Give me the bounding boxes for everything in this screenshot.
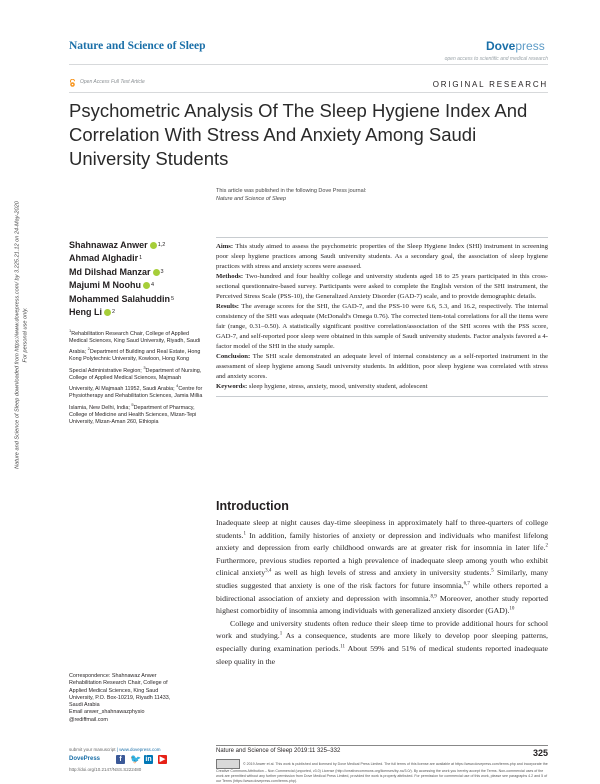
affiliation-number: 1 [69, 328, 72, 333]
author-affiliation-number: 5 [171, 295, 175, 302]
open-access-lock-icon [69, 79, 76, 87]
affiliation-number: 5 [131, 401, 134, 407]
citation-ref: 5 [491, 568, 494, 574]
author-name: Md Dilshad Manzar [69, 266, 151, 277]
author-affiliation-number: 3 [160, 268, 164, 275]
author-affiliation-number: 1,2 [157, 242, 166, 248]
citation-ref: 10 [509, 606, 515, 612]
orcid-icon [143, 282, 150, 289]
facebook-icon[interactable]: f [116, 755, 125, 764]
affiliation-text: Department of Building and Real Estate, Hong Kong Polytechnic University, Kowloon, Hong Kong Special Administrative Region; [69, 349, 201, 374]
page-number: 325 [532, 748, 548, 758]
footer-left [69, 747, 201, 772]
orcid-icon [150, 242, 157, 249]
side-download-note [2, 155, 42, 515]
orcid-icon [104, 309, 111, 316]
author-row [69, 266, 219, 279]
paragraph-text: College and university students often reduce their sleep time to provide additional hours for school work and studying. [216, 618, 548, 641]
affiliation-number: 3 [143, 364, 146, 370]
author-row [69, 279, 219, 292]
article-type: ORIGINAL RESEARCH [432, 80, 548, 89]
correspondence-line: Rehabilitation Research Chair, College of [69, 680, 168, 687]
paragraph-text: About 59% and 51% of medical students reported inadequate sleep quality in the [216, 643, 549, 666]
author-row [69, 306, 219, 319]
paragraph-text: Moreover, another study reported highest comorbidity of insomnia among individuals with generalized anxiety disorder (GAD). [216, 593, 548, 616]
author-affiliation-number: 4 [151, 282, 155, 289]
abstract-label: Aims: [216, 243, 234, 250]
submit-manuscript-link[interactable]: submit your manuscript | www.dovepress.com [69, 747, 161, 752]
abstract-section [216, 352, 548, 382]
side-note-line2: For personal use only. [22, 307, 28, 363]
affiliation-text: Centre for Physiotherapy and Rehabilitation Sciences, Jamia Millia Islamia, New Delhi, India; [69, 385, 203, 411]
introduction-body [216, 517, 548, 668]
correspondence-line: Correspondence: Shahnawaz Anwer [69, 673, 157, 679]
affiliation-text: Department of Pharmacy, College of Medicine and Health Sciences, Mizan-Tepi University, Mizan-Aman 260, Ethiopia [69, 404, 197, 425]
citation-ref: 3,4 [265, 568, 272, 574]
linkedin-icon[interactable]: in [145, 756, 152, 763]
abstract-label: Keywords: [216, 383, 248, 390]
abstract-label: Conclusion: [216, 353, 251, 360]
paragraph-text: Furthermore, previous studies reported a high prevalence of inadequate sleep among youth who exhibit clinical anxiety [216, 555, 548, 578]
published-note-journal: Nature and Science of Sleep [216, 196, 287, 202]
abstract-text: sleep hygiene, stress, anxiety, mood, university student, adolescent [247, 383, 428, 390]
affiliation-text: Department of Nursing, College of Applied Medical Sciences, Majmaah University, Al Majmaah 11952, Saudi Arabia; [69, 367, 202, 392]
affiliation-number: 4 [176, 383, 179, 389]
abstract-text: This study aimed to assess the psychometric properties of the Sleep Hygiene Index (SHI) instrument in screening poor sleep hygiene practices among Saudi university students. As a secondary goal, the association of sleep hygiene practices with stress and anxiety scores were assessed. [216, 243, 548, 270]
correspondence-line: @rediffmail.com [69, 716, 108, 723]
published-note-text: This article was published in the following Dove Press journal: [216, 188, 367, 194]
abstract-text: The average scores for the SHI, the GAD-7, and the PSS-10 were 6.6, 5.3, and 16.2, respectively. The internal consistency of the SHI was adequate (McDonald's Omega 0.76). The corrected item-total correlations for all the items were fair (range, 0.31–0.50). A statistically significant positive correlation/association of the SHI scores with the PSS score, GAD-7, and self-reported poor sleep were obtained in this sample of Saudi university students. Factor analysis favored a 4-factor model of the SHI in the study sample. [216, 303, 548, 350]
orcid-icon [153, 269, 160, 276]
author-affiliation-number: 1 [139, 255, 143, 262]
citation-ref: 1 [243, 531, 247, 536]
abstract-text: Two-hundred and four healthy college and university students aged 18 to 25 years participated in this cross-sectional questionnaire-based survey. Participants were asked to complete the English version of the SHI instrument, the Perceived Stress Scale (PSS-10), the Generalized Anxiety Disorder (GAD-7) scale, and to provide demographic details. [216, 273, 548, 300]
abstract-section [216, 272, 548, 302]
youtube-icon[interactable]: ▶ [159, 756, 166, 763]
doi-link[interactable]: http://doi.org/10.2147/NSS.S222480 [69, 767, 142, 772]
author-name: Heng Li [69, 307, 102, 318]
citation-text: Nature and Science of Sleep 2019:11 325–332 [216, 748, 341, 754]
affiliation-text: Rehabilitation Research Chair, College of Applied Medical Sciences, King Saud University, Riyadh, Saudi Arabia; [69, 330, 201, 356]
author-name: Shahnawaz Anwer [69, 240, 148, 250]
introduction-heading: Introduction [216, 499, 289, 513]
side-note-line1: Nature and Science of Sleep downloaded from https://www.dovepress.com/ by 3.225.21.12 on 24-May-2020 [14, 201, 21, 469]
abstract-section [216, 242, 548, 272]
author-name: Majumi M Noohu [69, 280, 141, 291]
citation-ref: 11 [340, 644, 346, 650]
paragraph-text: as well as high levels of stress and anxiety in university students. [271, 568, 492, 578]
correspondence-line: Email anwer_shahnawazphysio [69, 709, 145, 716]
publisher-logo-bold: Dove [486, 39, 516, 53]
correspondence-line: Applied Medical Sciences, King Saud [69, 687, 159, 694]
abstract-label: Methods: [216, 273, 244, 280]
title-divider [69, 92, 548, 93]
dovepress-footer-logo: DovePress [69, 756, 101, 762]
abstract [216, 237, 548, 397]
journal-name: Nature and Science of Sleep [69, 40, 206, 52]
citation-ref: 2 [545, 543, 548, 549]
author-row [69, 239, 219, 252]
paragraph-text: Similarly, many studies suggested that anxiety is one of the risk factors for future insomnia, [216, 568, 549, 590]
paragraph-text: while others reported a bidirectional association of anxiety and depression with insomnia. [216, 580, 548, 603]
paragraph-text: In addition, family histories of anxiety or depression and individuals who manifest lifelong anxiety and depression from early childhood onwards are at greater risk for insomnia in later life. [216, 530, 548, 553]
author-list [69, 239, 219, 319]
affiliation-number: 2 [87, 346, 90, 352]
author-row [69, 252, 219, 265]
intro-paragraph-1 [216, 517, 548, 618]
intro-paragraph-2 [216, 618, 548, 668]
abstract-section [216, 382, 548, 392]
publisher-logo [486, 39, 545, 53]
citation-ref: 8,9 [430, 593, 437, 599]
paragraph-text: Inadequate sleep at night causes day-time sleepiness in approximately half to three-quarters of college students. [216, 518, 548, 540]
abstract-section [216, 302, 548, 352]
author-affiliation-number: 2 [112, 309, 116, 316]
twitter-icon[interactable]: 🐦 [130, 754, 142, 764]
author-name: Mohammed Salahuddin [69, 293, 171, 304]
article-title: Psychometric Analysis Of The Sleep Hygiene Index And Correlation With Stress And Anxiety Among Saudi University Students [69, 100, 528, 169]
abstract-text: The SHI scale demonstrated an adequate level of internal consistency as a self-reported instrument in the assessment of sleep hygiene among Saudi university students. In addition, poor sleep hygiene was correlated with stress and anxiety scores. [216, 353, 548, 380]
publisher-tagline: open access to scientific and medical research [444, 56, 548, 62]
open-access-label: Open Access Full Text Article [80, 79, 145, 85]
paragraph-text: As a consequence, students are more likely to develop poor sleeping patterns, especially during examination periods. [216, 631, 548, 653]
citation-ref: 1 [279, 631, 283, 637]
correspondence [69, 673, 209, 724]
header-divider [69, 64, 548, 65]
correspondence-line: Saudi Arabia [69, 702, 100, 709]
abstract-label: Results: [216, 303, 240, 310]
creative-commons-icon [216, 759, 240, 769]
author-row [69, 293, 219, 306]
footer-citation [216, 745, 548, 783]
published-note [216, 187, 476, 203]
publisher-logo-light: press [515, 39, 545, 53]
correspondence-line: University, P.O. Box-10219, Riyadh 11433, [69, 694, 171, 701]
affiliations [69, 327, 207, 426]
citation-ref: 6,7 [463, 581, 470, 587]
license-text: © 2019 Anwer et al. This work is published and licensed by Dove Medical Press Limited. The full terms of this license are available at https://www.dovepress.com/terms.php and incorporate the Creative Commons Attribution – Non Commercial (unported, v3.0) License (http://creativecommons.org/licenses/by-nc/3.0/). By accessing the work you hereby accept the Terms. Non-commercial uses of the work are permitted without any further permission from Dove Medical Press Limited, provided the work is properly attributed. For permission for commercial use of this work, please see paragraphs 4.2 and 5 of our Terms (https://www.dovepress.com/terms.php). [216, 759, 548, 784]
author-name: Ahmad Alghadir [69, 253, 139, 264]
